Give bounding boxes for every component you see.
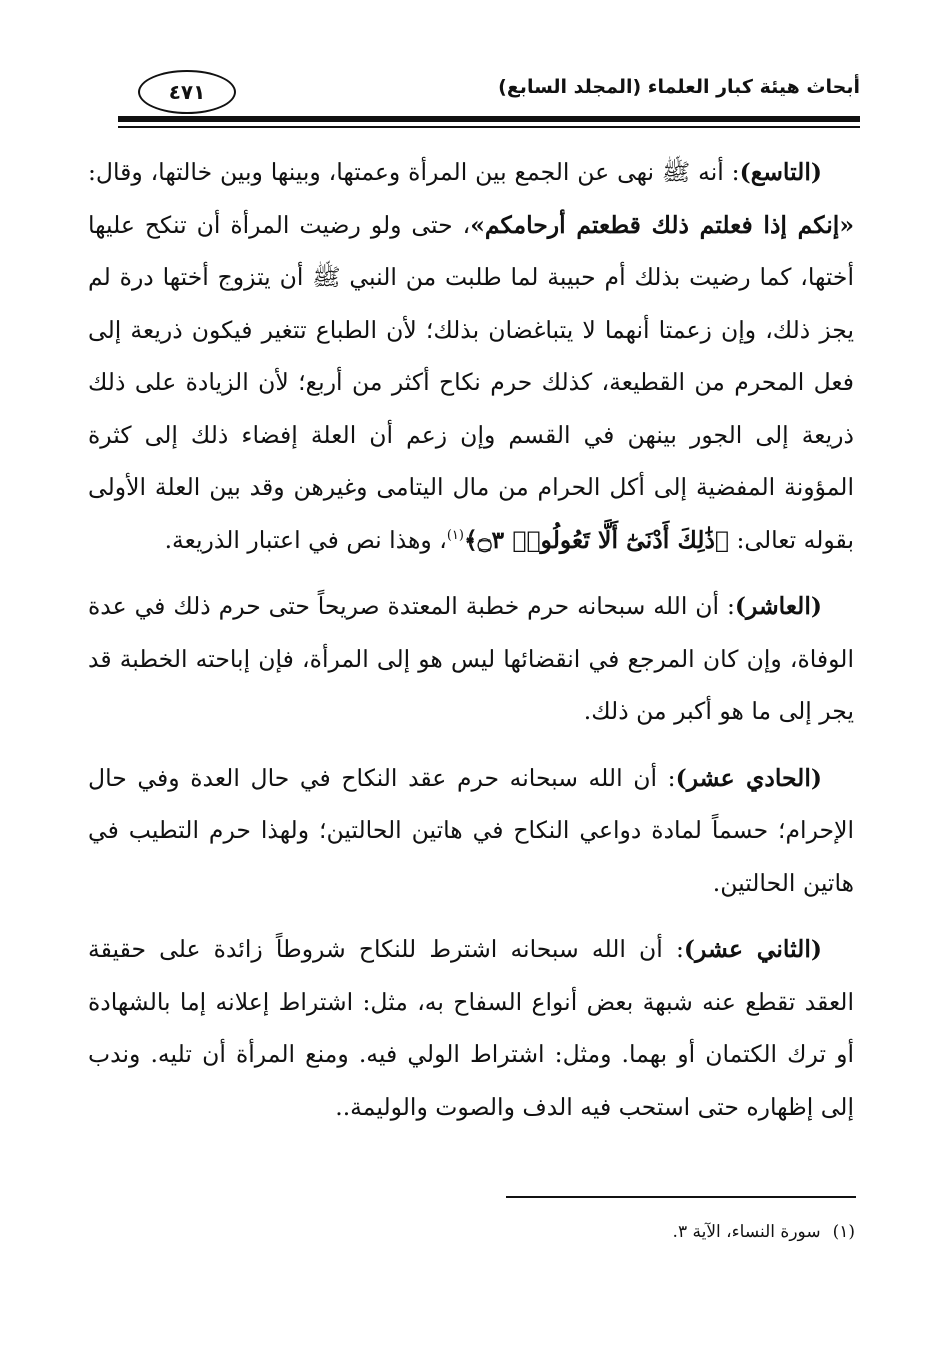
page-number: ٤٧١ xyxy=(138,70,236,114)
footnote xyxy=(673,1222,855,1242)
paragraph-text: ، وهذا نص في اعتبار الذريعة. xyxy=(164,525,447,554)
paragraph-text: ، حتى ولو رضيت المرأة أن تنكح عليها أختها، كما رضيت بذلك أم حبيبة لما طلبت من النبي ﷺ أن يتزوج أختها درة لم يجز ذلك، وإن زعمتا أنهما لا يتباغضان بذلك؛ لأن الطباع تتغير فيكون ذريعة إلى فعل المحرم من القطيعة، كذلك حرم نكاح أكثر من أربع؛ لأن الزيادة على ذلك ذريعة إلى الجور بينهن في القسم وإن زعم أن العلة إفضاء ذلك إلى كثرة المؤونة المفضية إلى أكل الحرام من مال اليتامى وغيرهن وقد بين العلة الأولى بقوله تعالى: xyxy=(88,210,854,554)
paragraph-text: : أنه ﷺ نهى عن الجمع بين المرأة وعمتها، وبينها وبين خالتها، وقال: xyxy=(88,158,740,186)
paragraph-ninth xyxy=(88,146,854,566)
footnote-reference[interactable]: (١) xyxy=(446,527,464,543)
body-text xyxy=(88,146,854,1147)
paragraph-text: : أن الله سبحانه اشترط للنكاح شروطاً زائدة على حقيقة العقد تقطع عنه شبهة بعض أنواع السفاح به، مثل: اشتراط إعلانه إما بالشهادة أو ترك الكتمان أو بهما. ومثل: اشتراط الولي فيه. ومنع المرأة أن تليه. وندب إلى إظهاره حتى استحب فيه الدف والصوت والوليمة.. xyxy=(88,935,854,1121)
paragraph-twelfth xyxy=(88,923,854,1133)
paragraph-label: (الحادي عشر) xyxy=(675,763,822,792)
paragraph-label: (الثاني عشر) xyxy=(683,935,822,963)
footnote-text: سورة النساء، الآية ٣. xyxy=(672,1222,821,1242)
header-rule-thick xyxy=(118,116,860,122)
hadith-quote: «إنكم إذا فعلتم ذلك قطعتم أرحامكم» xyxy=(470,210,855,239)
page-header xyxy=(118,58,860,118)
paragraph-text: : أن الله سبحانه حرم خطبة المعتدة صريحاً حتى حرم ذلك في عدة الوفاة، وإن كان المرجع في انقضائها ليس هو إلى المرأة، فإن إباحته الخطبة قد يجر إلى ما هو أكبر من ذلك. xyxy=(88,592,854,725)
running-title: أبحاث هيئة كبار العلماء (المجلد السابع) xyxy=(498,76,860,98)
paragraph-label: (العاشر) xyxy=(734,592,822,620)
header-rule-thin xyxy=(118,126,860,128)
footnote-separator xyxy=(506,1196,856,1198)
quran-verse: ﴿ذَٰلِكَ أَدْنَىٰٓ أَلَّا تَعُولُوا۟ ۝٣﴾ xyxy=(463,525,730,554)
footnote-number: (١) xyxy=(832,1222,855,1242)
paragraph-tenth xyxy=(88,580,854,738)
paragraph-label: (التاسع) xyxy=(739,158,822,186)
paragraph-eleventh xyxy=(88,752,854,910)
paragraph-text: : أن الله سبحانه حرم عقد النكاح في حال العدة وفي حال الإحرام؛ حسماً لمادة دواعي النكاح في هاتين الحالتين؛ ولهذا حرم التطيب في هاتين الحالتين. xyxy=(88,763,854,897)
